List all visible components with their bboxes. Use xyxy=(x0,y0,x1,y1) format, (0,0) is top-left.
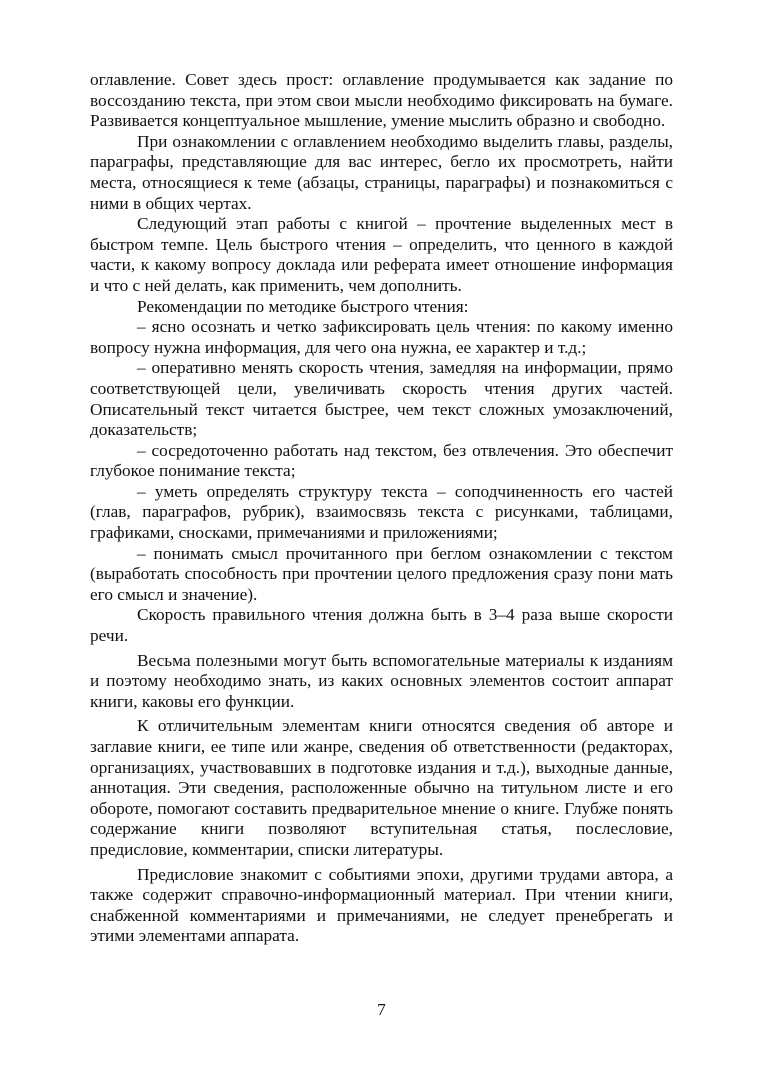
list-item-focus: – сосредоточенно работать над текстом, без отвлечения. Это обеспечит глубокое понимание текста; xyxy=(90,440,673,481)
paragraph-toc-reading: При ознакомлении с оглавлением необходимо выделить главы, разделы, параграфы, представляющие для вас интерес, бегло их просмотреть, найти места, относящиеся к теме (абзацы, страницы, параграфы) и познакомиться с ними в общих чертах. xyxy=(90,131,673,213)
page-body xyxy=(90,70,673,947)
list-item-goal: – ясно осознать и четко зафиксировать цель чтения: по какому именно вопросу нужна информация, для чего она нужна, ее характер и т.д.; xyxy=(90,317,673,357)
paragraph-reading-speed: Скорость правильного чтения должна быть в 3–4 раза выше скорости речи. xyxy=(90,605,673,646)
paragraph-book-elements: К отличительным элементам книги относятся сведения об авторе и заглавие книги, ее типе или жанре, сведения об ответственности (редакторах, организациях, участвовавших в подготовке издания и т.д.), выходные данные, аннотация. Эти сведения, расположенные обычно на титульном листе и его обороте, помогают составить предварительное мнение о книге. Глубже понять содержание книги позволяют вступительная статья, послесловие, предисловие, комментарии, списки литературы. xyxy=(90,716,673,859)
list-item-speed: – оперативно менять скорость чтения, замедляя на информации, прямо соответствующей цели, увеличивать скорость чтения других частей. Описательный текст читается быстрее, чем текст сложных умозаключений, доказательств; xyxy=(90,358,673,440)
list-item-structure: – уметь определять структуру текста – соподчиненность его частей (глав, параграфов, рубрик), взаимосвязь текста с рисунками, таблицами, графиками, сносками, примечаниями и приложениями; xyxy=(90,481,673,543)
list-item-meaning: – понимать смысл прочитанного при беглом ознакомлении с текстом (выработать способность при прочтении целого предложения сразу пони мать его смысл и значение). xyxy=(90,543,673,604)
paragraph-next-stage: Следующий этап работы с книгой – прочтение выделенных мест в быстром темпе. Цель быстрого чтения – определить, что ценного в каждой части, к какому вопросу доклада или реферата имеет отношение информация и что с ней делать, как применить, чем дополнить. xyxy=(90,214,673,295)
paragraph-toc-advice: оглавление. Совет здесь прост: оглавление продумывается как задание по воссозданию текста, при этом свои мысли необходимо фиксировать на бумаге. Развивается концептуальное мышление, умение мыслить образно и свободно. xyxy=(90,70,673,131)
paragraph-preface: Предисловие знакомит с событиями эпохи, другими трудами автора, а также содержит справочно-информационный материал. При чтении книги, снабженной комментариями и примечаниями, не следует пренебрегать и этими элементами аппарата. xyxy=(90,864,673,946)
page-number: 7 xyxy=(377,1000,386,1019)
paragraph-recommendations-heading: Рекомендации по методике быстрого чтения: xyxy=(137,296,469,316)
paragraph-auxiliary-materials: Весьма полезными могут быть вспомогательные материалы к изданиям и поэтому необходимо знать, из каких основных элементов состоит аппарат книги, каковы его функции. xyxy=(90,650,673,711)
